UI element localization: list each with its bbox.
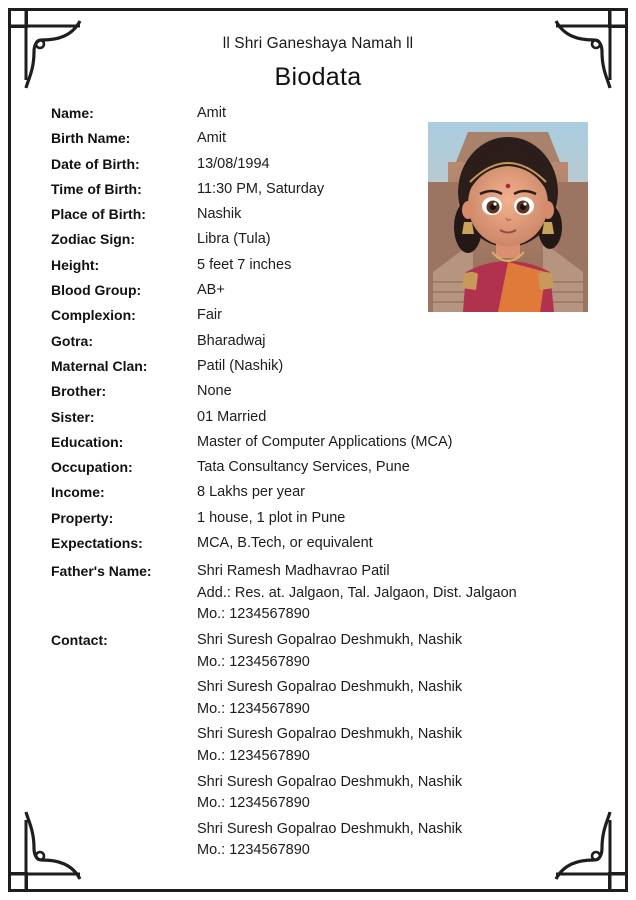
- father-address: Add.: Res. at. Jalgaon, Tal. Jalgaon, Dist. Jalgaon: [197, 584, 517, 601]
- detail-label: Blood Group:: [51, 282, 142, 299]
- detail-row-contact: [51, 630, 571, 865]
- detail-label: Gotra:: [51, 332, 93, 349]
- detail-row-father: [51, 561, 571, 625]
- detail-value: 13/08/1994: [197, 155, 270, 172]
- father-phone: Mo.: 1234567890: [197, 605, 310, 622]
- detail-label: Time of Birth:: [51, 180, 142, 197]
- detail-value: Libra (Tula): [197, 231, 271, 248]
- detail-value: Tata Consultancy Services, Pune: [197, 459, 410, 476]
- detail-label: Date of Birth:: [51, 155, 140, 172]
- detail-label: Maternal Clan:: [51, 357, 148, 374]
- contact-entry: [197, 724, 571, 767]
- detail-row-gotra: [51, 331, 571, 356]
- detail-value: Fair: [197, 307, 222, 324]
- detail-value: MCA, B.Tech, or equivalent: [197, 535, 373, 552]
- contact-name: Shri Suresh Gopalrao Deshmukh, Nashik: [197, 726, 463, 743]
- detail-row-height: [51, 255, 571, 280]
- contact-name: Shri Suresh Gopalrao Deshmukh, Nashik: [197, 679, 463, 696]
- detail-label: Birth Name:: [51, 130, 131, 147]
- detail-value: 1 house, 1 plot in Pune: [197, 509, 346, 526]
- father-name: Shri Ramesh Madhavrao Patil: [197, 563, 390, 580]
- detail-row-brother: [51, 381, 571, 406]
- detail-label: Place of Birth:: [51, 206, 146, 223]
- father-details: [197, 561, 571, 625]
- detail-label: Occupation:: [51, 459, 133, 476]
- detail-value: AB+: [197, 282, 225, 299]
- detail-value: 11:30 PM, Saturday: [197, 180, 325, 197]
- detail-row-complexion: [51, 305, 571, 330]
- contact-phone: Mo.: 1234567890: [197, 700, 310, 717]
- detail-row-zodiac-sign: [51, 229, 571, 254]
- contact-name: Shri Suresh Gopalrao Deshmukh, Nashik: [197, 820, 463, 837]
- detail-row-blood-group: [51, 280, 571, 305]
- detail-value: Amit: [197, 105, 226, 121]
- contact-phone: Mo.: 1234567890: [197, 653, 310, 670]
- detail-value: 8 Lakhs per year: [197, 484, 306, 501]
- detail-label: Complexion:: [51, 307, 136, 324]
- detail-row-date-of-birth: [51, 154, 571, 179]
- contact-name: Shri Suresh Gopalrao Deshmukh, Nashik: [197, 773, 463, 790]
- detail-label: Name:: [51, 105, 94, 121]
- detail-label: Brother:: [51, 383, 107, 400]
- contact-phone: Mo.: 1234567890: [197, 747, 310, 764]
- contact-entry: [197, 819, 571, 862]
- contact-entry: [197, 677, 571, 720]
- detail-row-maternal-clan: [51, 356, 571, 381]
- detail-value: Master of Computer Applications (MCA): [197, 433, 453, 450]
- contact-list: [197, 630, 571, 865]
- blessing-heading: ll Shri Ganeshaya Namah ll: [222, 35, 414, 52]
- biodata-details: [51, 103, 571, 866]
- detail-row-expectations: [51, 533, 571, 558]
- detail-row-time-of-birth: [51, 179, 571, 204]
- detail-label: Property:: [51, 509, 114, 526]
- detail-label: Zodiac Sign:: [51, 231, 135, 248]
- detail-value: Patil (Nashik): [197, 357, 284, 374]
- detail-row-income: [51, 482, 571, 507]
- contact-phone: Mo.: 1234567890: [197, 841, 310, 858]
- detail-row-education: [51, 432, 571, 457]
- detail-row-place-of-birth: [51, 204, 571, 229]
- contact-label: Contact:: [51, 632, 108, 649]
- detail-label: Sister:: [51, 408, 95, 425]
- contact-entry: [197, 772, 571, 815]
- contact-phone: Mo.: 1234567890: [197, 794, 310, 811]
- detail-row-name: [51, 103, 571, 128]
- detail-label: Education:: [51, 433, 124, 450]
- page-title: Biodata: [274, 63, 362, 91]
- detail-value: Nashik: [197, 206, 242, 223]
- detail-label: Height:: [51, 256, 100, 273]
- detail-label: Income:: [51, 484, 105, 501]
- detail-row-occupation: [51, 457, 571, 482]
- detail-label: Expectations:: [51, 535, 143, 552]
- contact-name: Shri Suresh Gopalrao Deshmukh, Nashik: [197, 632, 463, 649]
- detail-row-property: [51, 508, 571, 533]
- detail-value: 01 Married: [197, 408, 267, 425]
- detail-row-sister: [51, 407, 571, 432]
- detail-value: Bharadwaj: [197, 332, 266, 349]
- detail-value: 5 feet 7 inches: [197, 256, 292, 273]
- detail-value: Amit: [197, 130, 226, 147]
- contact-entry: [197, 630, 571, 673]
- detail-value: None: [197, 383, 232, 400]
- father-label: Father's Name:: [51, 563, 152, 580]
- detail-row-birth-name: [51, 128, 571, 153]
